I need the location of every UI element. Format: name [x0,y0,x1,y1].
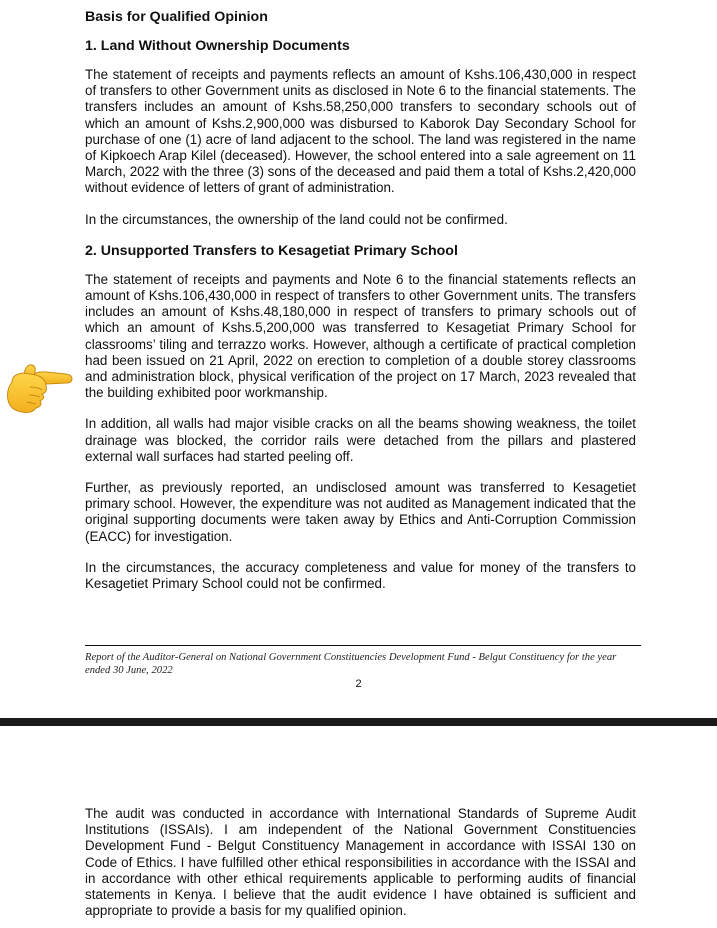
paragraph: In the circumstances, the ownership of the land could not be confirmed. [85,211,508,227]
pointing-hand-icon [2,356,74,418]
paragraph: In the circumstances, the accuracy completeness and value for money of the transfers to Kesagetiet Primary School could not be confirmed. [85,559,636,592]
subsection-title-transfers: 2. Unsupported Transfers to Kesagetiat Primary School [85,242,458,259]
page-footer: Report of the Auditor-General on National Government Constituencies Development Fund - Belgut Constituency for the year ended 30 June, 2022 [85,652,617,676]
paragraph: The audit was conducted in accordance with International Standards of Supreme Audit Institutions (ISSAIs). I am independent of the National Government Constituencies Development Fund - Belgut Constituency Management in accordance with ISSAI 130 on Code of Ethics. I have fulfilled other ethical responsibilities in accordance with the ISSAI and in accordance with other ethical requirements applicable to performing audits of financial statements in Kenya. I believe that the audit evidence I have obtained is sufficient and appropriate to provide a basis for my qualified opinion. [85,806,636,919]
page-separator [0,718,717,726]
footer-divider [85,645,641,646]
page-number: 2 [355,678,362,690]
section-heading: Basis for Qualified Opinion [85,9,268,25]
paragraph: The statement of receipts and payments and Note 6 to the financial statements reflects an amount of Kshs.106,430,000 in respect of transfers to other Government units. The transfers includes an amount of Kshs.48,180,000 in respect of transfers to primary schools out of which an amount of Kshs.5,200,000 was transferred to Kesagetiat Primary School for classrooms’ tiling and terrazzo works. However, although a certificate of practical completion had been issued on 21 April, 2022 on erection to completion of a double storey classrooms and administration block, physical verification of the project on 17 March, 2023 revealed that the building exhibited poor workmanship. [85,271,636,401]
page-content [85,9,636,607]
paragraph: In addition, all walls had major visible cracks on all the beams showing weakness, the toilet drainage was blocked, the corridor rails were detached from the pillars and plastered external wall surfaces had started peeling off. [85,416,636,464]
next-page-content [85,806,636,928]
paragraph: Further, as previously reported, an undisclosed amount was transferred to Kesagetiet primary school. However, the expenditure was not audited as Management indicated that the original supporting documents were taken away by Ethics and Anti-Corruption Commission (EACC) for investigation. [85,480,636,544]
paragraph: The statement of receipts and payments reflects an amount of Kshs.106,430,000 in respect of transfers to other Government units as disclosed in Note 6 to the financial statements. The transfers includes an amount of Kshs.58,250,000 transfers to secondary schools out of which an amount of Kshs.2,900,000 was disbursed to Kaborok Day Secondary School for purchase of one (1) acre of land adjacent to the school. The land was registered in the name of Kipkoech Arap Kilel (deceased). However, the school entered into a sale agreement on 11 March, 2022 with the three (3) sons of the deceased and paid them a total of Kshs.2,420,000 without evidence of letters of grant of administration. [85,67,636,196]
subsection-title-land: 1. Land Without Ownership Documents [85,38,350,54]
